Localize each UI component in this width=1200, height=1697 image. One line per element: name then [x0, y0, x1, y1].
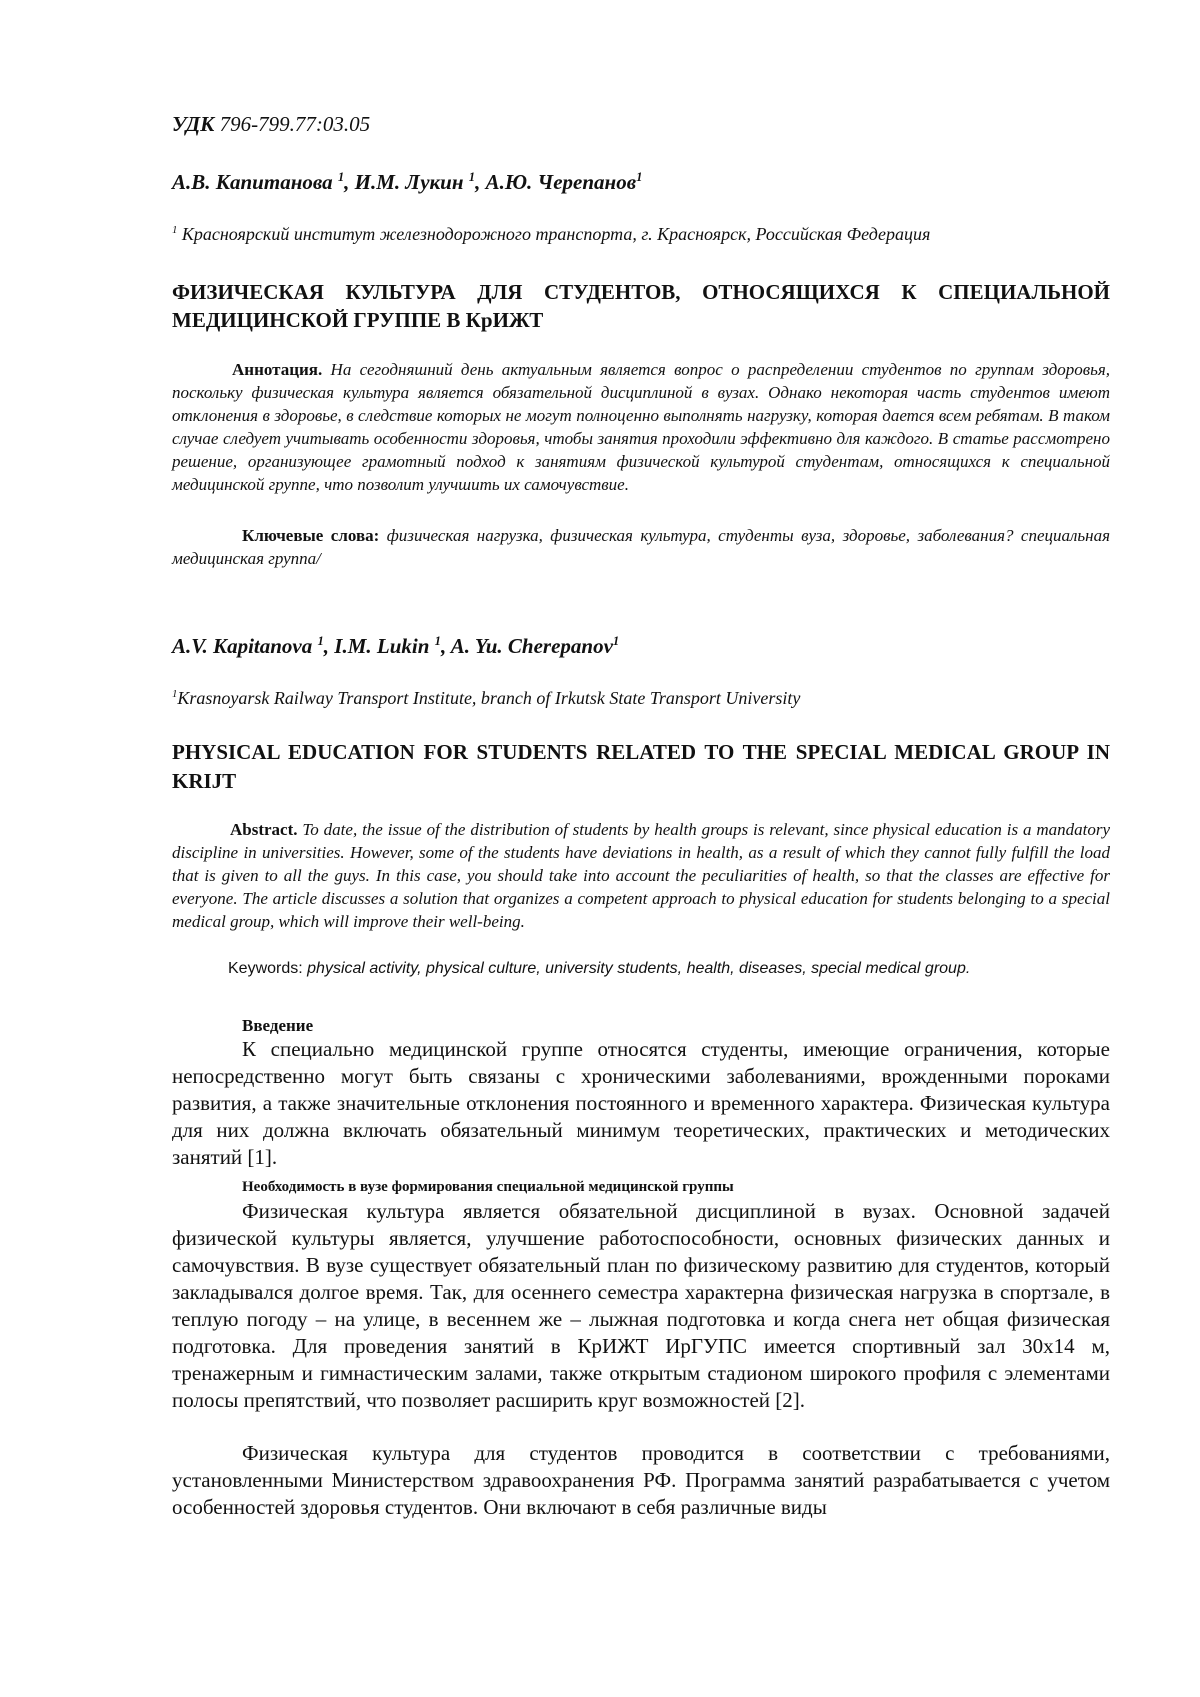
intro-paragraph: К специально медицинской группе относятся студенты, имеющие ограничения, которые непосредственно могут быть связаны с хроническими заболеваниями, врожденными пороками развития, а также значительные отклонения постоянного и временного характера. Физическая культура для них должна включать обязательный минимум теоретических, практических и методических занятий [1].	[172, 1037, 1110, 1169]
section2-heading: Необходимость в вузе формирования специальной медицинской группы	[242, 1179, 734, 1195]
author-en-1: A.V. Kapitanova $^1$,	[172, 634, 335, 658]
article-title-ru: ФИЗИЧЕСКАЯ КУЛЬТУРА ДЛЯ СТУДЕНТОВ, ОТНОСЯЩИХСЯ К СПЕЦИАЛЬНОЙ МЕДИЦИНСКОЙ ГРУППЕ В КрИЖТ	[172, 280, 1110, 332]
keywords-en	[172, 958, 1110, 980]
udk-code: 796-799.77:03.05	[214, 112, 371, 136]
udk-line	[172, 112, 1110, 137]
author-en-2: I.M. Lukin $^1$,	[334, 634, 451, 658]
abstract-ru-text: На сегодняшний день актуальным является вопрос о распределении студентов по группам здоровья, поскольку физическая культура является обязательной дисциплиной в вузах. Однако некоторая часть студентов имеют отклонения в здоровье, в следствие которых не могут полноценно выполнять нагрузку, которая дается всем ребятам. В таком случае следует учитывать особенности здоровья, чтобы занятия проходили эффективно для каждого. В статье рассмотрено решение, организующее грамотный подход к занятиям физической культурой студентам, относящихся к специальной медицинской группе, что позволит улучшить их самочувствие.	[172, 360, 1110, 494]
author-ru-2: И.М. Лукин $^1$,	[354, 170, 486, 194]
abstract-en-text: To date, the issue of the distribution of students by health groups is relevant, since physical education is a mandatory discipline in universities. However, some of the students have deviations in health, as a result of which they cannot fully fulfill the load that is given to all the guys. In this case, you should take into account the peculiarities of health, so that the classes are effective for everyone. The article discusses a solution that organizes a competent approach to physical education for students belonging to a special medical group, which will improve their well-being.	[172, 820, 1110, 931]
keywords-en-text: physical activity, physical culture, university students, health, diseases, special medical group.	[302, 960, 971, 977]
abstract-en-label: Abstract.	[230, 820, 298, 839]
abstract-en	[172, 818, 1110, 933]
affiliation-ru: $^1$ Красноярский институт железнодорожного транспорта, г. Красноярск, Российская Федерация	[172, 224, 931, 244]
author-ru-3: А.Ю. Черепанов$^1$	[485, 170, 643, 194]
keywords-ru-label: Ключевые слова:	[242, 526, 380, 545]
authors-en	[172, 634, 1110, 659]
intro-heading: Введение	[242, 1016, 314, 1035]
abstract-ru	[172, 358, 1110, 496]
section2-paragraph-2: Физическая культура для студентов проводится в соответствии с требованиями, установленными Министерством здравоохранения РФ. Программа занятий разрабатывается с учетом особенностей здоровья студентов. Они включают в себя различные виды	[172, 1441, 1110, 1519]
article-title-en: PHYSICAL EDUCATION FOR STUDENTS RELATED TO THE SPECIAL MEDICAL GROUP IN KRIJT	[172, 740, 1110, 793]
keywords-ru-text: физическая нагрузка, физическая культура, студенты вуза, здоровье, заболевания? специальная медицинская группа/	[172, 526, 1111, 568]
keywords-en-label: Keywords:	[228, 960, 303, 977]
authors-ru	[172, 170, 1110, 195]
keywords-ru	[172, 524, 1110, 570]
author-en-3: A. Yu. Cherepanov$^1$	[450, 634, 620, 658]
affiliation-en: $^1$Krasnoyarsk Railway Transport Institute, branch of Irkutsk State Transport University	[172, 688, 801, 708]
author-ru-1: А.В. Капитанова $^1$,	[172, 170, 355, 194]
abstract-ru-label: Аннотация.	[232, 360, 323, 379]
section2-paragraph-1: Физическая культура является обязательной дисциплиной в вузах. Основной задачей физической культуры является, улучшение работоспособности, основных физических данных и самочувствия. В вузе существует обязательный план по физическому развитию для студентов, который закладывался долгое время. Так, для осеннего семестра характерна физическая нагрузка в спортзале, в теплую погоду – на улице, в весеннем же – лыжная подготовка и когда снега нет общая физическая подготовка. Для проведения занятий в КрИЖТ ИрГУПС имеется спортивный зал 30x14 м, тренажерным и гимнастическим залами, также открытым стадионом широкого профиля с элементами полосы препятствий, что позволяет расширить круг возможностей [2].	[172, 1199, 1110, 1412]
udk-label: УДК	[172, 112, 215, 136]
